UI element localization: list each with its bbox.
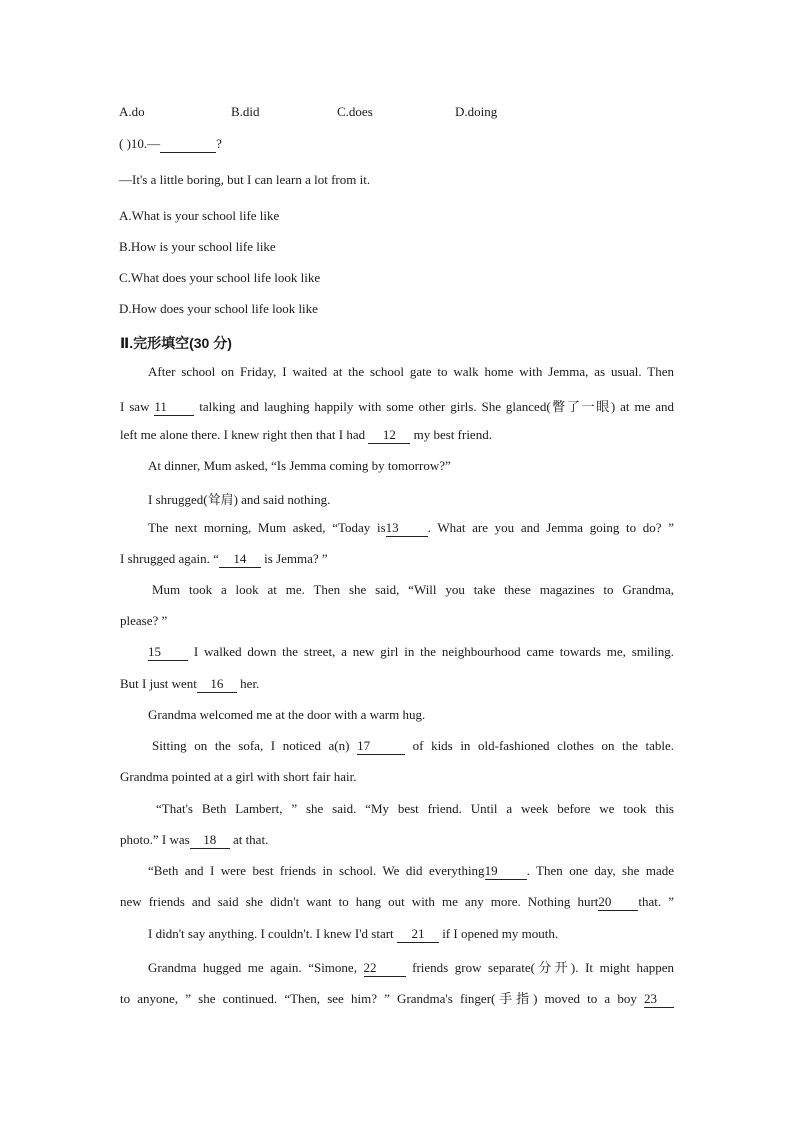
passage-line: Grandma pointed at a girl with short fair hair. [120, 769, 357, 784]
passage-line: Grandma welcomed me at the door with a warm hug. [148, 707, 426, 722]
q10-option-c: C.What does your school life look like [119, 270, 321, 285]
passage-line: I saw 11 talking and laughing happily with some other girls. She glanced(瞥了一眼) at me and [120, 399, 674, 414]
passage-line: to anyone, ” she continued. “Then, see him? ” Grandma's finger(手指) moved to a boy 23 [120, 988, 674, 1008]
blank-23[interactable]: 23 [644, 991, 674, 1008]
passage-line: 15 I walked down the street, a new girl in the neighbourhood came towards me, smiling. [148, 644, 674, 659]
blank-14[interactable]: 14 [219, 551, 261, 568]
blank-16[interactable]: 16 [197, 676, 237, 693]
q10-option-a: A.What is your school life like [119, 208, 280, 223]
passage-line: At dinner, Mum asked, “Is Jemma coming by tomorrow?” [148, 458, 451, 473]
passage-line: Grandma hugged me again. “Simone, 22 friends grow separate(分开). It might happen [148, 960, 675, 975]
blank-12[interactable]: 12 [368, 427, 410, 444]
passage-line: Sitting on the sofa, I noticed a(n) 17 of kids in old-fashioned clothes on the table. [152, 738, 675, 753]
q10-option-d: D.How does your school life look like [119, 301, 318, 316]
blank-11[interactable]: 11 [154, 399, 194, 416]
blank-18[interactable]: 18 [190, 832, 230, 849]
q10-option-b: B.How is your school life like [119, 239, 276, 254]
blank-22[interactable]: 22 [364, 960, 406, 977]
blank-15[interactable]: 15 [148, 644, 188, 661]
blank-13[interactable]: 13 [386, 520, 428, 537]
blank-17[interactable]: 17 [357, 738, 405, 755]
passage-line: “That's Beth Lambert, ” she said. “My best friend. Until a week before we took this [156, 801, 674, 816]
section-heading: Ⅱ.完形填空(30 分) [120, 335, 232, 351]
passage-line: please? ” [120, 613, 168, 628]
answer-blank[interactable] [160, 136, 216, 153]
blank-20[interactable]: 20 [598, 894, 638, 911]
blank-21[interactable]: 21 [397, 926, 439, 943]
passage-line: photo.” I was 18 at that. [120, 832, 269, 847]
option-c: C.does [337, 104, 373, 119]
passage-line: But I just went 16 her. [120, 676, 260, 691]
passage-line: new friends and said she didn't want to hang out with me any more. Nothing hurt20 that. ” [120, 894, 675, 909]
passage-line: “Beth and I were best friends in school. We did everything19 . Then one day, she made [148, 863, 674, 878]
passage-line: I shrugged again. “ 14 is Jemma? ” [120, 551, 328, 566]
passage-line: The next morning, Mum asked, “Today is13 . What are you and Jemma going to do? ” [148, 520, 674, 535]
option-d: D.doing [455, 104, 498, 119]
option-a: A.do [119, 104, 145, 119]
passage-line: left me alone there. I knew right then that I had 12 my best friend. [120, 427, 492, 442]
passage-line: I didn't say anything. I couldn't. I knew I'd start 21 if I opened my mouth. [148, 926, 559, 941]
passage-line: Mum took a look at me. Then she said, “Will you take these magazines to Grandma, [152, 582, 674, 597]
option-b: B.did [231, 104, 260, 119]
passage-line: I shrugged(耸肩) and said nothing. [148, 492, 331, 507]
blank-19[interactable]: 19 [485, 863, 527, 880]
passage-line: After school on Friday, I waited at the school gate to walk home with Jemma, as usual. Then [148, 364, 674, 379]
question-10-reply: —It's a little boring, but I can learn a lot from it. [119, 172, 371, 187]
question-10: ( )10.— ? [119, 136, 222, 151]
